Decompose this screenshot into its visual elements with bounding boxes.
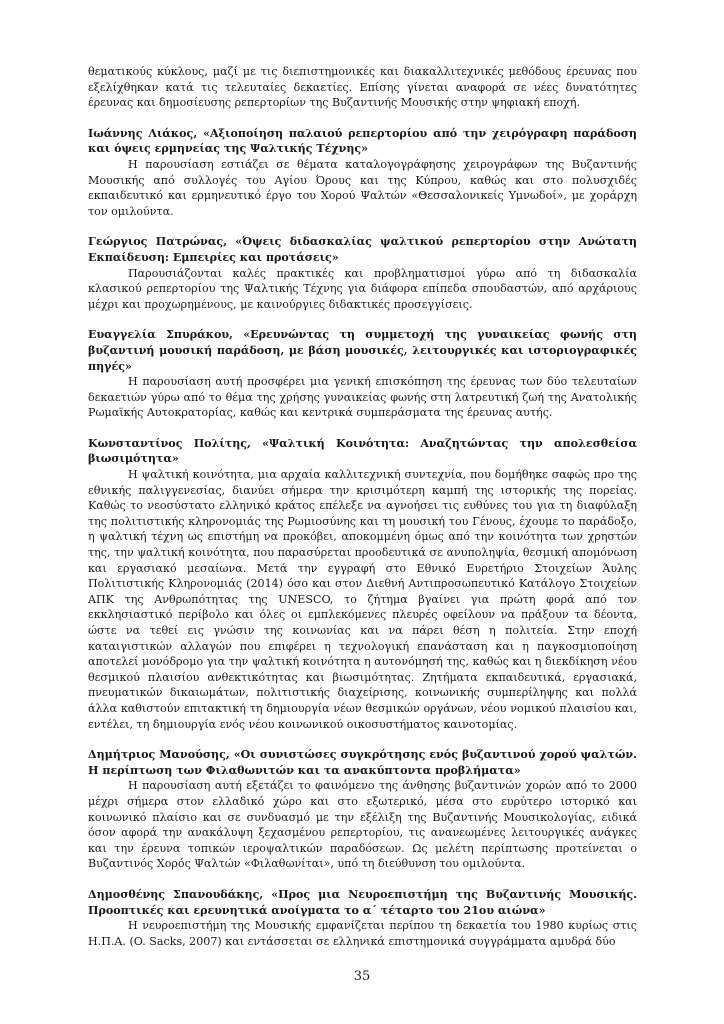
intro-paragraph: θεματικούς κύκλους, μαζί με τις διεπιστημονικές και διακαλλιτεχνικές μεθόδους έρευνας που εξελίχθηκαν κατά τις τελευταίες δεκαετίες. Επίσης γίνεται αναφορά σε νέες δυνατότητες έρευνας και δημοσίευσης ρεπερτορίων της Βυζαντινής Μουσικής στην ψηφιακή εποχή. [88, 65, 637, 110]
section-patronas [88, 234, 637, 312]
section-heading: Ιωάννης Λιάκος, «Αξιοποίηση παλαιού ρεπερτορίου από την χειρόγραφη παράδοση και όψεις ερμηνείας της Ψαλτικής Τέχνης» [88, 126, 637, 156]
section-heading: Κωνσταντίνος Πολίτης, «Ψαλτική Κοινότητα: Αναζητώντας την απολεσθείσα βιωσιμότητα» [88, 436, 637, 466]
section-body: Η ψαλτική κοινότητα, μια αρχαία καλλιτεχνική συντεχνία, που δομήθηκε σαφώς προ της εθνικής παλιγγενεσίας, διανύει σήμερα την κρισιμότερη καμπή της ιστορικής της πορείας. Καθώς το νεοσύστατο ελληνικό κράτος επέλεξε να αγνοήσει τις ευθύνες του για τη διαφύλαξη της πολιτιστικής κληρονομιάς της Ρωμιοσύνης και τη μουσική του Γένους, έχουμε το παράδοξο, η ψαλτική τέχνη ως επιστήμη να προκόβει, αποκομμένη όμως από την κοινότητα των χρηστών της, την ψαλτική κοινότητα, που παρασύρεται προοδευτικά σε ανυποληψία, θεσμική απομόνωση και εργασιακό μεσαίωνα. Μετά την εγγραφή στο Εθνικό Ευρετήριο Στοιχείων Άυλης Πολιτιστικής Κληρονομιάς (2014) όσο και στον Διεθνή Αντιπροσωπευτικό Κατάλογο Στοιχείων ΑΠΚ της Ανθρωπότητας της UNESCO, το ζήτημα βγαίνει για πρώτη φορά από τον εκκλησιαστικό περίβολο και όλες οι εμπλεκόμενες πλευρές οφείλουν να πράξουν τα δέοντα, ώστε να τεθεί εις γνώσιν της κοινωνίας και να πάρει θέση η πολιτεία. Στην εποχή καταιγιστικών αλλαγών που επιφέρει η τεχνολογική επανάσταση και η παγκοσμιοποίηση αποτελεί μονόδρομο για την ψαλτική κοινότητα η αυτονόμησή της, καθώς και η διεκδίκηση νέου θεσμικού πλαισίου ανθεκτικότητας και βιωσιμότητας. Ζητήματα εκπαιδευτικά, εργασιακά, πνευματικών δικαιωμάτων, πολιτιστικής διαχείρισης, κοινωνικής συμπερίληψης και πολλά άλλα καθιστούν επιτακτική τη δημιουργία νέων θεσμικών οργάνων, νέου νομικού πλαισίου και, εντέλει, τη δημιουργία ενός νέου κοινωνικού οικοσυστήματος καινοτομίας. [88, 468, 637, 731]
section-spyrakou [88, 327, 637, 421]
section-politis [88, 436, 637, 732]
section-manousis [88, 747, 637, 872]
section-heading: Γεώργιος Πατρώνας, «Όψεις διδασκαλίας ψαλτικού ρεπερτορίου στην Ανώτατη Εκπαίδευση: Εμπειρίες και προτάσεις» [88, 235, 637, 264]
document-page [88, 64, 637, 949]
section-liakos [88, 126, 637, 220]
section-body: Παρουσιάζονται καλές πρακτικές και προβληματισμοί γύρω από τη διδασκαλία κλασικού ρεπερτορίου της Ψαλτικής Τέχνης για διάφορα επίπεδα σπουδαστών, από αρχάριους μέχρι και προχωρημένους, με καινούργιες διδακτικές προσεγγίσεις. [88, 266, 637, 311]
section-spanoudakis [88, 887, 637, 949]
section-body: Η παρουσίαση εστιάζει σε θέματα καταλογογράφησης χειρογράφων της Βυζαντινής Μουσικής από συλλογές του Αγίου Όρους και της Κύπρου, καθώς και στο πολυσχιδές εκπαιδευτικό και ερμηνευτικό έργο του Χορού Ψαλτών «Θεσσαλονικείς Υμνωδοί», με χοράρχη τον ομιλούντα. [88, 157, 637, 218]
page-number: 35 [353, 969, 371, 984]
section-body: Η νευροεπιστήμη της Μουσικής εμφανίζεται περίπου τη δεκαετία του 1980 κυρίως στις Η.Π.Α. (O. Sacks, 2007) και εντάσσεται σε ελληνικά επιστημονικά συγγράμματα αμυδρά δύο [88, 919, 637, 948]
section-body: Η παρουσίαση αυτή εξετάζει το φαινόμενο της άνθησης βυζαντινών χορών από το 2000 μέχρι σήμερα στον ελλαδικό χώρο και στο εξωτερικό, μέσα στο ευρύτερο ιστορικό και κοινωνικό πλαίσιο και σε συνδυασμό με την εξέλιξη της Βυζαντινής Μουσικολογίας, ειδικά όσον αφορά την ανακάλυψη ξεχασμένου ρεπερτορίου, τις ανανεωμένες λειτουργικές ανάγκες και την έρευνα τοπικών ιεροψαλτικών παραδόσεων. Ως μελέτη περίπτωσης προτείνεται ο Βυζαντινός Χορός Ψαλτών «Φιλαθωνίται», υπό τη διεύθυνση του ομιλούντα. [88, 779, 637, 871]
section-body: Η παρουσίαση αυτή προσφέρει μια γενική επισκόπηση της έρευνας των δύο τελευταίων δεκαετιών γύρω από το θέμα της χρήσης γυναικείας φωνής στη λατρευτική ζωή της Ανατολικής Ρωμαϊκής Αυτοκρατορίας, καθώς και κεντρικά συμπεράσματα της έρευνας αυτής. [88, 375, 637, 420]
section-heading: Δημήτριος Μανούσης, «Οι συνιστώσες συγκρότησης ενός βυζαντινού χορού ψαλτών. Η περίπτωση των Φιλαθωνιτών και τα ανακύπτοντα προβλήματα» [88, 748, 637, 777]
section-heading: Ευαγγελία Σπυράκου, «Ερευνώντας τη συμμετοχή της γυναικείας φωνής στη βυζαντινή μουσική παράδοση, με βάση μουσικές, λειτουργικές και ιστοριογραφικές πηγές» [88, 328, 637, 373]
section-heading: Δημοσθένης Σπανουδάκης, «Προς μια Νευροεπιστήμη της Βυζαντινής Μουσικής. Προοπτικές και ερευνητικά ανοίγματα το α΄ τέταρτο του 21ου αιώνα» [88, 887, 637, 917]
